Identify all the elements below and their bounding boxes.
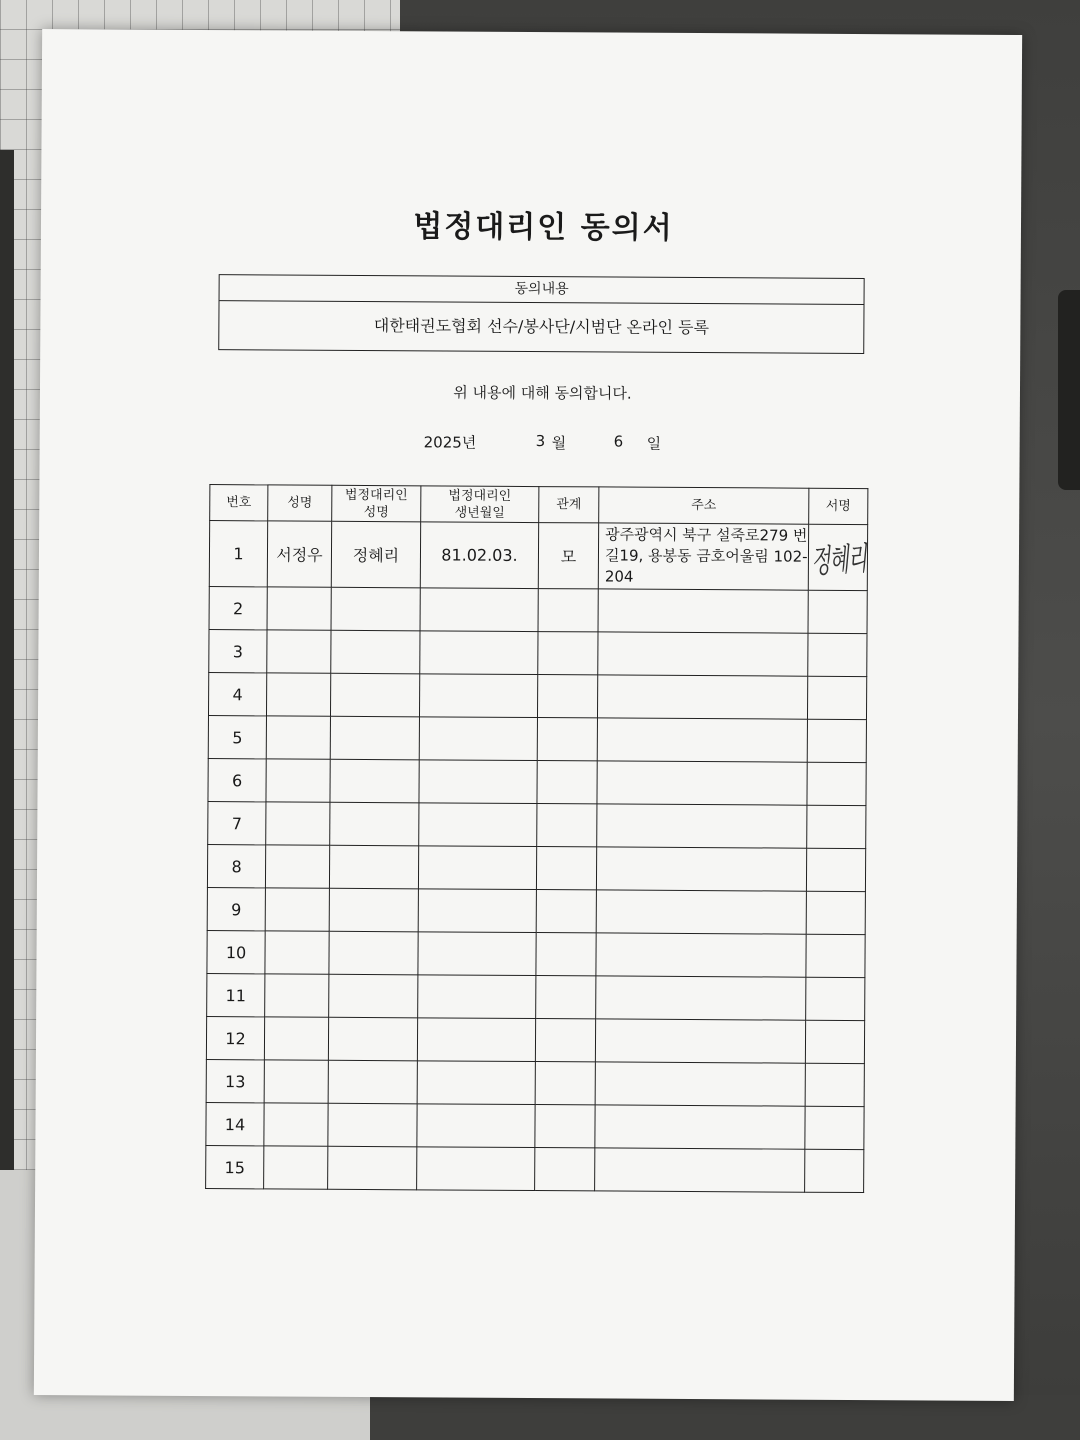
table-row	[206, 1017, 864, 1064]
table-row	[208, 673, 866, 720]
header-relation: 관계	[539, 487, 599, 523]
header-name: 성명	[268, 485, 332, 521]
date-year: 2025년	[423, 433, 477, 452]
header-address: 주소	[599, 487, 809, 524]
table-row	[209, 521, 867, 591]
consent-form-paper	[34, 29, 1022, 1401]
header-guardian-birth: 법정대리인 생년월일	[421, 486, 539, 523]
cell-no: 2	[209, 587, 267, 630]
cell-guardian-name: 정혜리	[331, 521, 420, 588]
cell-no: 10	[207, 931, 265, 974]
background-bottom-edge	[370, 1395, 1080, 1440]
cell-no: 14	[206, 1103, 264, 1146]
table-row	[208, 802, 866, 849]
cell-no: 7	[208, 802, 266, 845]
cell-guardian-birth: 81.02.03.	[420, 522, 538, 589]
header-no: 번호	[210, 485, 268, 521]
table-row	[208, 716, 866, 763]
table-row	[209, 587, 867, 634]
cell-signature	[808, 524, 867, 590]
handwritten-signature: 정혜리	[809, 538, 867, 581]
cell-no: 9	[207, 888, 265, 931]
date-month-value: 3	[535, 432, 546, 451]
cell-address: 광주광역시 북구 설죽로279 번길19, 용봉동 금호어울림 102-204	[598, 523, 808, 590]
cell-no: 8	[207, 845, 265, 888]
cell-no: 15	[206, 1146, 264, 1189]
table-row	[206, 1103, 864, 1150]
document-title: 법정대리인 동의서	[413, 209, 674, 246]
consent-content-text: 대한태권도협회 선수/봉사단/시범단 온라인 등록	[373, 316, 710, 338]
consent-content-box	[218, 274, 864, 354]
date-day-unit: 일	[646, 434, 662, 453]
table-row	[206, 1146, 864, 1193]
date-month-unit: 월	[551, 434, 567, 453]
date-day-value: 6	[613, 432, 624, 451]
table-row	[206, 1060, 864, 1107]
cell-no: 11	[207, 974, 265, 1017]
cell-no: 13	[206, 1060, 264, 1103]
cell-no: 6	[208, 759, 266, 802]
header-guardian-name: 법정대리인 성명	[332, 485, 421, 522]
table-row	[207, 845, 865, 892]
cell-no: 12	[206, 1017, 264, 1060]
cell-no: 3	[209, 630, 267, 673]
table-row	[208, 759, 866, 806]
cell-no: 1	[209, 521, 267, 587]
table-row	[207, 974, 865, 1021]
background-object-edge	[1058, 290, 1080, 490]
cell-no: 5	[208, 716, 266, 759]
cell-name: 서정우	[267, 521, 331, 587]
agreement-statement: 위 내용에 대해 동의합니다.	[453, 383, 632, 403]
table-row	[209, 630, 867, 677]
table-row	[207, 931, 865, 978]
consent-content-header: 동의내용	[220, 275, 864, 305]
cell-no: 4	[208, 673, 266, 716]
header-signature: 서명	[809, 488, 868, 524]
cell-relation: 모	[538, 523, 598, 589]
table-row	[207, 888, 865, 935]
guardian-roster-table	[205, 484, 868, 1193]
table-header-row	[210, 485, 868, 525]
